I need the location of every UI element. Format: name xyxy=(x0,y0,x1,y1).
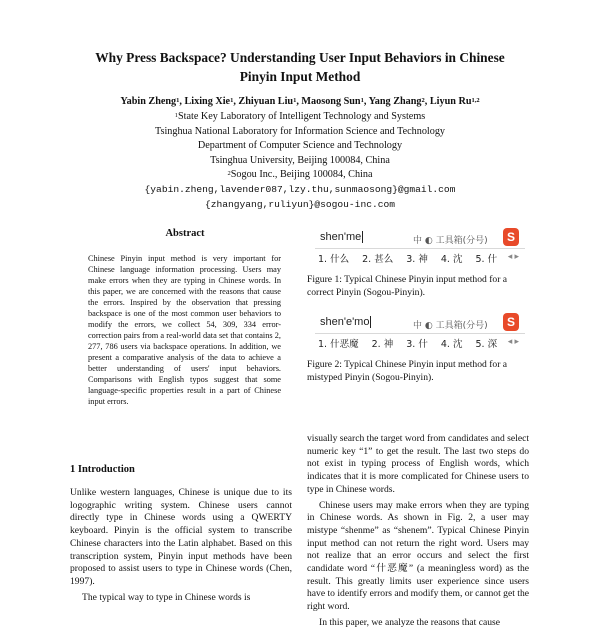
affiliation-line: $^2$Sogou Inc., Beijing 100084, China xyxy=(227,169,373,181)
figure-1-caption: Figure 1: Typical Chinese Pinyin input method for a correct Pinyin (Sogou-Pinyin). xyxy=(307,274,508,298)
page-arrows-icon: ◂ ▸ xyxy=(507,336,519,346)
affiliations xyxy=(40,110,560,212)
sogou-logo-icon: S xyxy=(503,313,519,331)
section-heading: 1 Introduction xyxy=(70,464,135,475)
candidate-item: 3. 什 xyxy=(406,339,428,350)
candidate-list xyxy=(318,251,507,265)
candidate-item: 4. 沈 xyxy=(440,339,463,350)
paper-title xyxy=(60,48,540,86)
divider xyxy=(315,333,525,334)
abstract-text: Chinese Pinyin input method is very important for Chinese language information processing. Users may make errors when they are typing in Chinese words. In this paper, we are concerned with the reasons that cause the errors. Inspired by the observation that pressing backspace is one of the most common user behaviors to modify the errors, we collect 54, 309, 334 error-correction pairs from a real-world data set that contains 2, 277, 786 users via backspace operations. In addition, we present a comparative analysis of the data to achieve a better understanding of users' input behaviors. Comparisons with English typos suggest that some language-specific properties result in a part of Chinese input errors. xyxy=(88,254,281,406)
candidate-item: 4. 沈 xyxy=(440,254,463,265)
paragraph: visually search the target word from candidates and select numeric key “1” to get the result. The last two steps do not exist in typing process of English words, which indicates that it is more complicated for Chinese users to type in Chinese words. xyxy=(307,433,529,495)
author: Lixing Xie$^1$ xyxy=(184,96,234,107)
email-line: {zhangyang,ruliyun}@sogou-inc.com xyxy=(205,198,395,210)
ime-toolbar: 中 ◐ 工具箱(分号) xyxy=(413,236,488,246)
figure-1-ime-screenshot xyxy=(315,231,525,275)
pinyin-input: shen'me xyxy=(320,231,362,243)
candidate-item: 1. 什恶魔 xyxy=(318,339,359,350)
author: Maosong Sun$^1$ xyxy=(301,96,364,107)
affiliation-line: Tsinghua National Laboratory for Information Science and Technology xyxy=(154,125,446,137)
candidate-item: 2. 神 xyxy=(371,339,394,350)
affiliation-line: Department of Computer Science and Technology xyxy=(197,140,403,152)
affiliation-line: $^1$State Key Laboratory of Intelligent Technology and Systems xyxy=(174,111,426,122)
candidate-list xyxy=(318,336,507,350)
right-column-body xyxy=(307,433,529,630)
candidate-item: 5. 什 xyxy=(475,254,498,265)
candidate-item: 5. 深 xyxy=(475,339,498,350)
left-column-body xyxy=(70,487,292,604)
paragraph: Chinese users may make errors when they are typing in Chinese words. As shown in Fig. 2, a user may mistype “shenme” as “shenem”. Typical Chinese Pinyin input method can not return the right word. Users may not realize that an error occurs and select the first candidate word “什恶魔” (a meaningless word) as the result. This greatly limits user experience since users have to identify errors and modify them, or cannot get the right word. xyxy=(307,499,529,613)
candidate-item: 2. 甚么 xyxy=(362,254,394,265)
paragraph: In this paper, we analyze the reasons that cause xyxy=(319,616,501,628)
author: Yang Zhang$^2$ xyxy=(368,96,425,107)
affiliation-line: Tsinghua University, Beijing 100084, China xyxy=(210,154,390,166)
author: Liyun Ru$^{1,2}$ xyxy=(429,96,480,107)
ime-toolbar: 中 ◐ 工具箱(分号) xyxy=(413,321,488,331)
email-line: {yabin.zheng,lavender087,lzy.thu,sunmaosong}@gmail.com xyxy=(144,183,456,195)
abstract-heading: Abstract xyxy=(165,228,205,239)
title-line-1: Why Press Backspace? Understanding User Input Behaviors in Chinese xyxy=(95,50,505,65)
author: Zhiyuan Liu$^1$ xyxy=(238,96,297,107)
candidate-item: 1. 什么 xyxy=(318,254,350,265)
pinyin-input: shen'e'mo xyxy=(320,316,370,328)
figure-2-caption: Figure 2: Typical Chinese Pinyin input method for a mistyped Pinyin (Sogou-Pinyin). xyxy=(307,359,508,383)
sogou-logo-icon: S xyxy=(503,228,519,246)
author-list: Yabin Zheng$^1$, Lixing Xie$^1$, Zhiyuan Liu$^1$, Maosong Sun$^1$, Yang Zhang$^2$, Liyun Ru$^{1,2}$ xyxy=(120,96,480,107)
candidate-item: 3. 神 xyxy=(406,254,428,265)
title-line-2: Pinyin Input Method xyxy=(239,69,361,84)
author: Yabin Zheng$^1$ xyxy=(120,96,180,107)
divider xyxy=(315,248,525,249)
figure-2-ime-screenshot xyxy=(315,316,525,360)
page-arrows-icon: ◂ ▸ xyxy=(507,251,519,261)
paragraph: Unlike western languages, Chinese is unique due to its logographic writing system. Chinese users cannot directly type in Chinese words using a QWERTY keyboard. Pinyin is the official system to transcribe Chinese characters into the Latin alphabet. Based on this transcription system, Pinyin input methods have been proposed to assist users to type in Chinese words (Chen, 1997). xyxy=(70,487,292,587)
paragraph: The typical way to type in Chinese words is xyxy=(82,591,251,603)
